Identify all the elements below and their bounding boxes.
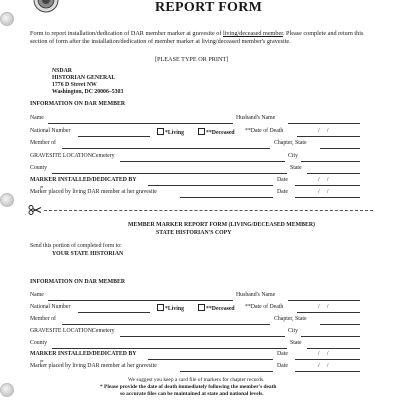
binder-hole-icon — [0, 12, 14, 26]
binder-hole-icon — [0, 193, 14, 207]
chapter-state-field[interactable] — [320, 148, 360, 149]
city-label: City — [288, 153, 298, 159]
address-line: 1776 D Street NW — [52, 82, 97, 88]
marker-placed-label: Marker placed by living DAR member at her gravesite — [30, 189, 157, 195]
footer-note: * Please provide the date of death immediately following the member's death — [100, 384, 277, 390]
deceased-checkbox[interactable] — [198, 304, 205, 311]
placed-date-field[interactable] — [295, 371, 360, 372]
marker-installed-field[interactable] — [148, 185, 273, 186]
date-of-death-label: **Date of Death — [245, 304, 284, 310]
living-checkbox[interactable] — [157, 128, 164, 135]
city-field[interactable] — [301, 336, 360, 337]
husband-label: Husband's Name — [236, 115, 276, 121]
chapter-state-field[interactable] — [320, 324, 360, 325]
county-label: County — [30, 340, 48, 346]
footer-note: so accurate files can be maintained at state and national levels. — [120, 391, 264, 397]
date-separators: / / — [318, 363, 329, 369]
gravesite-label: GRAVESITE LOCATION: — [30, 153, 94, 159]
date-of-death-field[interactable] — [297, 312, 360, 313]
date-separators: / / — [318, 128, 329, 134]
address-line: Washington, DC 20006–5303 — [52, 89, 124, 95]
name-label: Name — [30, 115, 44, 121]
placed-date-field[interactable] — [295, 197, 360, 198]
dar-seal-icon — [32, 0, 60, 14]
marker-installed-label: MARKER INSTALLED/DEDICATED BY — [30, 351, 137, 357]
form-title: REPORT FORM — [155, 0, 263, 15]
national-number-label: National Number — [30, 304, 71, 310]
state-label: State — [290, 340, 302, 346]
cemetery-field[interactable] — [120, 161, 285, 162]
husband-label: Husband's Name — [236, 292, 276, 298]
cemetery-field[interactable] — [120, 336, 285, 337]
gravesite-label: GRAVESITE LOCATION: — [30, 328, 94, 334]
copy-subtitle: STATE HISTORIAN'S COPY — [156, 230, 232, 236]
print-note: [PLEASE TYPE OR PRINT] — [155, 56, 229, 63]
living-checkbox[interactable] — [157, 304, 164, 311]
binder-hole-icon — [0, 383, 14, 397]
county-label: County — [30, 165, 48, 171]
county-field[interactable] — [52, 348, 287, 349]
date-separators: / / — [318, 177, 329, 183]
or-label: or — [40, 358, 44, 363]
city-label: City — [288, 328, 298, 334]
cut-line — [44, 210, 373, 211]
city-field[interactable] — [301, 161, 360, 162]
marker-placed-field[interactable] — [180, 371, 273, 372]
placed-date-label: Date — [277, 363, 288, 369]
copy-title: MEMBER MARKER REPORT FORM (LIVING/DECEASED MEMBER) — [128, 222, 315, 228]
address-line: NSDAR — [52, 68, 72, 74]
living-option[interactable]: *Living — [157, 304, 184, 312]
name-field[interactable] — [48, 300, 233, 301]
name-field[interactable] — [48, 123, 233, 124]
chapter-state-label: Chapter, State — [274, 140, 307, 146]
state-field[interactable] — [307, 348, 360, 349]
date-separators: / / — [318, 189, 329, 195]
cemetery-label: Cemetery — [92, 153, 115, 159]
date-separators: / / — [318, 304, 329, 310]
husband-field[interactable] — [288, 123, 360, 124]
recipient: YOUR STATE HISTORIAN — [52, 251, 124, 257]
deceased-checkbox[interactable] — [198, 128, 205, 135]
marker-placed-label: Marker placed by living DAR member at her gravesite — [30, 363, 157, 369]
living-option[interactable]: *Living — [157, 128, 184, 136]
intro-text: Form to report installation/dedication of DAR member marker at gravesite of living/deceased member. Please complete and return this section of form after the installation/dedication of member marker at living/deceased member's gravesite. — [30, 30, 364, 45]
national-number-field[interactable] — [78, 136, 150, 137]
date-separators: / / — [318, 351, 329, 357]
address-line: HISTORIAN GENERAL — [52, 75, 116, 81]
chapter-state-label: Chapter, State — [274, 316, 307, 322]
marker-date-field[interactable] — [295, 185, 360, 186]
name-label: Name — [30, 292, 44, 298]
member-of-field[interactable] — [62, 148, 270, 149]
date-of-death-label: **Date of Death — [245, 128, 284, 134]
section-heading: INFORMATION ON DAR MEMBER — [30, 101, 126, 107]
marker-installed-field[interactable] — [148, 359, 273, 360]
deceased-option[interactable]: **Deceased — [198, 304, 235, 312]
state-field[interactable] — [307, 173, 360, 174]
cemetery-label: Cemetery — [92, 328, 115, 334]
county-field[interactable] — [52, 173, 287, 174]
date-of-death-field[interactable] — [297, 136, 360, 137]
state-label: State — [290, 165, 302, 171]
national-number-field[interactable] — [78, 312, 150, 313]
marker-date-label: Date — [277, 177, 288, 183]
national-number-label: National Number — [30, 128, 71, 134]
footer-note: We suggest you keep a card file of markers for chapter records. — [128, 377, 265, 383]
section-heading: INFORMATION ON DAR MEMBER — [30, 279, 126, 285]
husband-field[interactable] — [288, 300, 360, 301]
placed-date-label: Date — [277, 189, 288, 195]
scissors-icon — [28, 205, 42, 215]
marker-date-field[interactable] — [295, 359, 360, 360]
marker-installed-label: MARKER INSTALLED/DEDICATED BY — [30, 177, 137, 183]
member-of-label: Member of — [30, 316, 56, 322]
marker-placed-field[interactable] — [180, 197, 273, 198]
member-of-label: Member of — [30, 140, 56, 146]
marker-date-label: Date — [277, 351, 288, 357]
member-of-field[interactable] — [62, 324, 270, 325]
or-label: or — [40, 184, 44, 189]
deceased-option[interactable]: **Deceased — [198, 128, 235, 136]
send-to-label: Send this portion of completed form to: — [30, 243, 122, 249]
